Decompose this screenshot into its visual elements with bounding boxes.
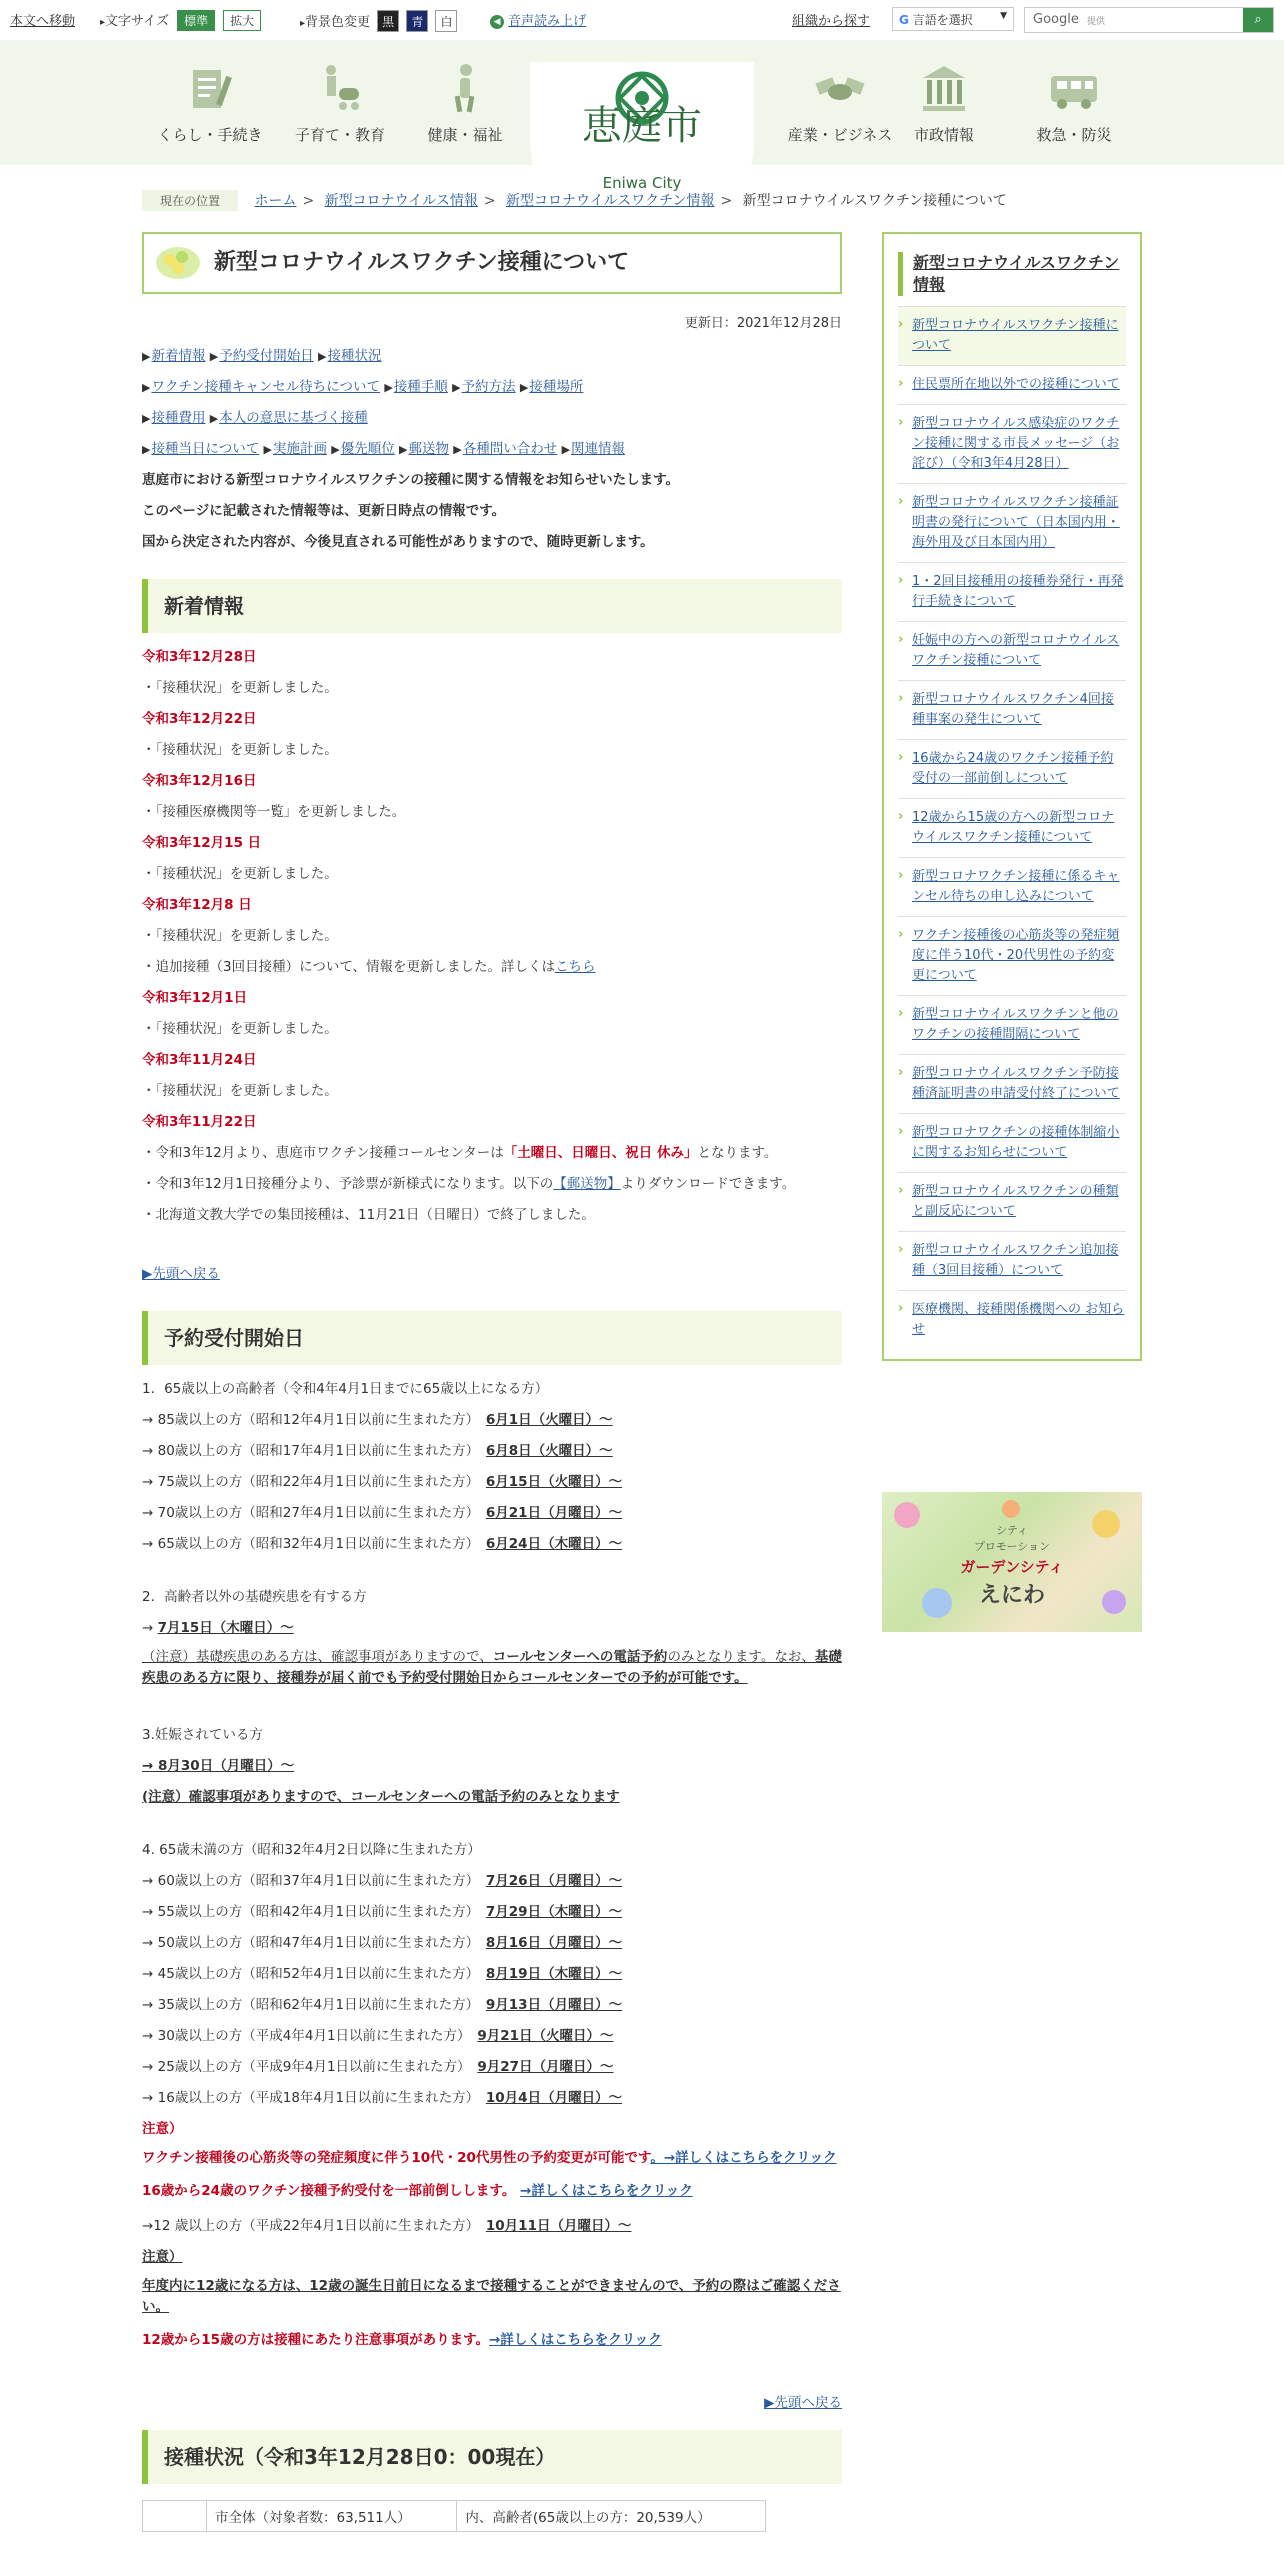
side-menu-link[interactable]: 住民票所在地以外での接種について (912, 377, 1120, 392)
reserve-row-date: 9月21日（火曜日）～ (477, 2028, 614, 2044)
reserve-row-date: 6月8日（火曜日）～ (485, 1443, 613, 1459)
news-item-text: となります。 (697, 1145, 778, 1161)
note-red (142, 2148, 842, 2169)
nav-item-emergency[interactable] (1004, 40, 1144, 165)
note-red (142, 2330, 842, 2351)
side-menu-item[interactable] (898, 483, 1126, 562)
note-red-text: ワクチン接種後の心筋炎等の発症頻度に伴う10代・20代男性の予約変更が可能です (142, 2150, 651, 2166)
note-text-bold: 基礎疾患のある方に限り、接種券が届く前でも予約受付開始日からコールセンターでの予約が可能です。 (142, 1649, 842, 1686)
reserve-row-date: 8月19日（木曜日）～ (485, 1966, 623, 1982)
banner-line-1b: プロモーション (973, 1540, 1051, 1553)
city-hall-icon (917, 62, 971, 116)
reserve-row-label: →12 歳以上の方（平成22年4月1日以前に生まれた方） (142, 2218, 473, 2234)
news-date: 令和3年12月15 日 (142, 835, 262, 851)
anchor-status[interactable]: 接種状況 (327, 348, 382, 364)
anchor-consent[interactable]: 本人の意思に基づく接種 (219, 410, 368, 426)
nav-item-childcare[interactable] (270, 40, 410, 165)
news-item: ・「接種状況」を更新しました。 (142, 1021, 338, 1037)
anchor-priority[interactable]: 優先順位 (340, 441, 395, 457)
reserve-row (142, 2086, 842, 2105)
anchor-plan[interactable]: 実施計画 (272, 441, 327, 457)
reserve-row (142, 1900, 842, 1919)
table-row (143, 2501, 766, 2532)
side-menu-item[interactable] (898, 562, 1126, 621)
org-search-link[interactable]: 組織から探す (792, 14, 871, 29)
group-label: 3.妊娠されている方 (142, 1727, 263, 1743)
google-label: Google (1033, 12, 1079, 27)
reserve-row-label: → 35歳以上の方（昭和62年4月1日以前に生まれた方） (142, 1997, 473, 2013)
utility-bar (0, 0, 1284, 40)
side-menu-link[interactable]: 新型コロナワクチン接種に係るキャンセル待ちの申し込みについて (912, 869, 1120, 904)
anchor-inquiry[interactable]: 各種問い合わせ (462, 441, 558, 457)
anchor-links-row-4: ▶接種当日について ▶実施計画 ▶優先順位 ▶郵送物 ▶各種問い合わせ ▶関連情報 (142, 441, 626, 457)
reserve-row-label: → 85歳以上の方（昭和12年4月1日以前に生まれた方） (142, 1412, 473, 1428)
reserve-row-label: → 65歳以上の方（昭和32年4月1日以前に生まれた方） (142, 1536, 473, 1552)
side-menu-link[interactable]: 新型コロナウイルスワクチンと他のワクチンの接種間隔について (912, 1007, 1119, 1042)
news-date: 令和3年12月16日 (142, 773, 257, 789)
intro-text: 国から決定された内容が、今後見直される可能性がありますので、随時更新します。 (142, 534, 654, 550)
reserve-row-label: → 75歳以上の方（昭和22年4月1日以前に生まれた方） (142, 1474, 473, 1490)
breadcrumb (142, 190, 1007, 211)
note-text (142, 1647, 842, 1689)
anchor-cancel-wait[interactable]: ワクチン接種キャンセル待ちについて (151, 379, 381, 395)
breadcrumb-covid[interactable]: 新型コロナウイルス情報 (324, 193, 478, 209)
document-pen-icon (183, 62, 237, 116)
reserve-row-date: 7月29日（木曜日）～ (485, 1904, 623, 1920)
booster-info-link[interactable]: こちら (555, 959, 596, 975)
voice-read-button[interactable] (490, 10, 586, 29)
reserve-heading: 予約受付開始日 (142, 1311, 842, 1365)
reserve-row-date: 7月26日（月曜日）～ (485, 1873, 623, 1889)
reserve-row-label: → 25歳以上の方（平成9年4月1日以前に生まれた方） (142, 2059, 464, 2075)
side-menu-link[interactable]: 16歳から24歳のワクチン接種予約受付の一部前倒しについて (912, 751, 1114, 786)
nav-item-label: 救急・防災 (1036, 126, 1112, 144)
reserve-row-label: → 30歳以上の方（平成4年4月1日以前に生まれた方） (142, 2028, 464, 2044)
news-date: 令和3年12月28日 (142, 649, 257, 665)
bg-color-control (300, 10, 457, 32)
banner-line-2: ガーデンシティ (960, 1558, 1064, 1576)
anchor-news[interactable]: 新着情報 (151, 348, 206, 364)
text-size-control (100, 10, 261, 31)
anchor-related[interactable]: 関連情報 (571, 441, 626, 457)
side-menu-link[interactable]: ワクチン接種後の心筋炎等の発症頻度に伴う10代・20代男性の予約変更について (912, 928, 1120, 983)
city-promotion-banner[interactable] (882, 1492, 1142, 1632)
note-text-part: のみとなります。なお、 (667, 1649, 815, 1665)
side-menu-link[interactable]: 新型コロナウイルスワクチン接種について (912, 318, 1119, 353)
news-item (142, 1172, 842, 1191)
reserve-row-date: 10月11日（月曜日）～ (485, 2218, 632, 2234)
reserve-row-date: → 8月30日（月曜日）～ (142, 1758, 295, 1774)
updated-date: 更新日：2021年12月28日 (684, 316, 842, 331)
news-item: ・「接種状況」を更新しました。 (142, 928, 338, 944)
breadcrumb-home[interactable]: ホーム (254, 193, 297, 209)
note-heading: 注意） (142, 2249, 183, 2265)
nav-item-life[interactable] (140, 40, 280, 165)
reserve-row (142, 2024, 842, 2043)
nav-item-label: 産業・ビジネス (787, 126, 893, 144)
news-item: ・北海道文教大学での集団接種は、11月21日（日曜日）で終了しました。 (142, 1207, 595, 1223)
news-heading: 新着情報 (142, 579, 842, 633)
anchor-cost[interactable]: 接種費用 (151, 410, 206, 426)
side-menu-item[interactable] (898, 1172, 1126, 1231)
reserve-row (142, 1869, 842, 1888)
speaker-icon: ◀ (490, 15, 504, 29)
breadcrumb-separator: > (483, 193, 496, 209)
news-item: ・「接種状況」を更新しました。 (142, 1083, 338, 1099)
note-text-bold: コールセンターへの電話予約 (492, 1649, 668, 1665)
breadcrumb-tag: 現在の位置 (142, 190, 238, 211)
reserve-row-label: → 16歳以上の方（平成18年4月1日以前に生まれた方） (142, 2090, 473, 2106)
flower-icon (1002, 1500, 1020, 1518)
reserve-row-date: 6月15日（火曜日）～ (485, 1474, 623, 1490)
news-date: 令和3年11月24日 (142, 1052, 257, 1068)
side-menu-item[interactable] (898, 365, 1126, 404)
bg-white-button[interactable]: 白 (435, 10, 457, 32)
text-size-standard-button[interactable]: 標準 (177, 10, 215, 31)
news-date: 令和3年12月8 日 (142, 897, 252, 913)
note-red-text: 12歳から15歳の方は接種にあたり注意事項があります。 (142, 2332, 489, 2348)
reserve-row (142, 1616, 842, 1635)
main-content (142, 232, 842, 2532)
side-menu-item[interactable] (898, 857, 1126, 916)
global-nav (0, 40, 1284, 192)
side-menu-link[interactable]: 12歳から15歳の方への新型コロナウイルスワクチン接種について (912, 810, 1115, 845)
closed-days-text: 「土曜日、日曜日、祝日 休み」 (503, 1145, 698, 1161)
news-item-text: ・令和3年12月1日接種分より、予診票が新様式になります。以下の (142, 1176, 554, 1192)
banner-text: シティ (995, 1524, 1029, 1537)
table-header: 市全体（対象者数：63,511人） (207, 2501, 457, 2532)
flower-icon (154, 244, 202, 282)
news-item: ・「接種医療機関等一覧」を更新しました。 (142, 804, 406, 820)
reserve-row-label: → 50歳以上の方（昭和47年4月1日以前に生まれた方） (142, 1935, 473, 1951)
reserve-row (142, 1962, 842, 1981)
side-menu-item[interactable] (898, 680, 1126, 739)
reserve-row-date: 7月15日（木曜日）～ (157, 1620, 294, 1636)
side-menu-item[interactable] (898, 1290, 1126, 1349)
anchor-links-row-3: ▶接種費用 ▶本人の意思に基づく接種 (142, 410, 368, 426)
detail-link[interactable]: →詳しくはこちらをクリック (520, 2183, 693, 2199)
page-title (142, 232, 842, 294)
reserve-row-date: 6月24日（木曜日）～ (485, 1536, 623, 1552)
reserve-row (142, 1931, 842, 1950)
logo-name: 恵庭市 (582, 103, 702, 149)
side-menu-link[interactable]: 新型コロナワクチンの接種体制縮小に関するお知らせについて (912, 1125, 1120, 1160)
note-red-text: 16歳から24歳のワクチン接種予約受付を一部前倒しします。 (142, 2183, 516, 2199)
nav-item-label: 市政情報 (913, 126, 974, 144)
side-menu-item[interactable] (898, 916, 1126, 995)
intro-text: 恵庭市における新型コロナウイルスワクチンの接種に関する情報をお知らせいたします。 (142, 472, 680, 488)
anchor-reserve-start[interactable]: 予約受付開始日 (219, 348, 314, 364)
text-size-large-button[interactable]: 拡大 (223, 10, 261, 31)
side-menu-link[interactable]: 新型コロナウイルスワクチン接種証明書の発行について（日本国内用・海外用及び日本国内用） (912, 495, 1120, 550)
news-date: 令和3年12月1日 (142, 990, 248, 1006)
side-menu-item[interactable] (898, 306, 1126, 365)
side-menu-link[interactable]: 妊娠中の方への新型コロナウイルスワクチン接種について (912, 633, 1120, 668)
reserve-row (142, 1993, 842, 2012)
arrow-icon: ▸ (100, 17, 106, 28)
banner-line-1 (882, 1522, 1142, 1538)
news-item (142, 955, 842, 974)
arrow-icon: ▸ (300, 18, 306, 29)
side-menu-item[interactable] (898, 1113, 1126, 1172)
table-header: 内、高齢者(65歳以上の方：20,539人） (457, 2501, 766, 2532)
side-menu-link[interactable]: 1・2回目接種用の接種券発行・再発行手続きについて (912, 574, 1124, 609)
nav-item-city-info[interactable] (874, 40, 1014, 165)
nav-item-label: 子育て・教育 (294, 126, 385, 144)
breadcrumb-separator: > (720, 193, 733, 209)
side-menu-link[interactable]: 新型コロナウイルス感染症のワクチン接種に関する市長メッセージ（お詫び）（令和3年4月28日） (912, 416, 1120, 471)
reserve-row (142, 2055, 842, 2074)
side-menu-item[interactable] (898, 739, 1126, 798)
news-item: ・「接種状況」を更新しました。 (142, 866, 338, 882)
reserve-row-label: → 45歳以上の方（昭和52年4月1日以前に生まれた方） (142, 1966, 473, 1982)
side-menu-item[interactable] (898, 1231, 1126, 1290)
reserve-row (142, 1470, 842, 1489)
search-icon[interactable]: ⌕ (1243, 8, 1273, 32)
reserve-row-date: 6月1日（火曜日）～ (485, 1412, 613, 1428)
person-walking-icon (438, 62, 492, 116)
side-menu-item[interactable] (898, 404, 1126, 483)
breadcrumb-separator: > (302, 193, 315, 209)
anchor-reserve-method[interactable]: 予約方法 (461, 379, 516, 395)
intro-text: このページに記載された情報等は、更新日時点の情報です。 (142, 503, 506, 519)
mail-items-link[interactable]: 【郵送物】 (553, 1176, 621, 1192)
side-menu-item[interactable] (898, 798, 1126, 857)
news-item-text: ・追加接種（3回目接種）について、情報を更新しました。詳しくは (142, 959, 556, 975)
back-to-top-link[interactable]: ▶先頭へ戻る (764, 2395, 842, 2411)
reserve-row-date: 9月27日（月曜日）～ (477, 2059, 614, 2075)
reserve-row (142, 1501, 842, 1520)
breadcrumb-vaccine[interactable]: 新型コロナウイルスワクチン情報 (506, 193, 715, 209)
note-text: 年度内に12歳になる方は、12歳の誕生日前日になるまで接種することができませんので、予約の際はご確認ください。 (142, 2278, 841, 2315)
reserve-row-date: 9月13日（月曜日）～ (485, 1997, 623, 2013)
reserve-row-date: 10月4日（月曜日）～ (485, 2090, 623, 2106)
note-heading: 注意） (142, 2121, 183, 2137)
detail-link[interactable]: 。→詳しくはこちらをクリック (650, 2150, 837, 2166)
note-text: (注意）確認事項がありますので、コールセンターへの電話予約のみとなります (142, 1789, 620, 1805)
language-select-label: 言語を選択 (912, 13, 973, 27)
reserve-row-date: 8月16日（月曜日）～ (485, 1935, 623, 1951)
anchor-procedure[interactable]: 接種手順 (393, 379, 448, 395)
chevron-down-icon: ▼ (1000, 11, 1007, 21)
news-item-text: ・令和3年12月より、恵庭市ワクチン接種コールセンターは (142, 1145, 504, 1161)
side-menu (882, 232, 1142, 1361)
bg-black-button[interactable]: 黒 (377, 10, 399, 32)
news-date: 令和3年11月22日 (142, 1114, 257, 1130)
google-g-icon: G (899, 13, 909, 27)
side-menu-link[interactable]: 新型コロナウイルスワクチンの種類と副反応について (912, 1184, 1119, 1219)
group-label: 4. 65歳未満の方（昭和32年4月2日以降に生まれた方） (142, 1842, 481, 1858)
detail-link[interactable]: →詳しくはこちらをクリック (489, 2332, 662, 2348)
group-label: 1．65歳以上の高齢者（令和4年4月1日までに65歳以上になる方） (142, 1381, 549, 1397)
note-red (142, 2181, 842, 2202)
breadcrumb-current: 新型コロナウイルスワクチン接種について (742, 193, 1007, 209)
anchor-mail[interactable]: 郵送物 (408, 441, 449, 457)
page-title-text: 新型コロナウイルスワクチン接種について (214, 250, 630, 275)
nav-item-label: 健康・福祉 (427, 126, 503, 144)
language-select[interactable] (892, 7, 1014, 31)
reserve-row (142, 1532, 842, 1551)
side-menu-link[interactable]: 新型コロナウイルスワクチン4回接種事案の発生について (912, 692, 1114, 727)
news-item: ・「接種状況」を更新しました。 (142, 742, 338, 758)
reserve-row-label: → 70歳以上の方（昭和27年4月1日以前に生まれた方） (142, 1505, 473, 1521)
nav-item-label: くらし・手続き (157, 126, 263, 144)
side-menu-heading[interactable]: 新型コロナウイルスワクチン情報 (898, 252, 1126, 296)
table-cell (143, 2501, 207, 2532)
anchor-location[interactable]: 接種場所 (529, 379, 584, 395)
reserve-row-label: → 80歳以上の方（昭和17年4月1日以前に生まれた方） (142, 1443, 473, 1459)
note-text-part: （注意）基礎疾患のある方は、確認事項がありますので、 (142, 1649, 493, 1665)
google-sub-label: 提供 (1087, 17, 1106, 27)
ambulance-icon (1047, 62, 1101, 116)
anchor-links-row-1: ▶新着情報 ▶予約受付開始日 ▶接種状況 (142, 348, 382, 364)
news-item: ・「接種状況」を更新しました。 (142, 680, 338, 696)
side-menu-item[interactable] (898, 621, 1126, 680)
back-to-top-link[interactable]: ▶先頭へ戻る (142, 1266, 220, 1282)
side-menu-item[interactable] (898, 995, 1126, 1054)
reserve-row-arrow: → (142, 1620, 158, 1636)
reserve-row-label: → 55歳以上の方（昭和42年4月1日以前に生まれた方） (142, 1904, 473, 1920)
voice-read-label: 音声読み上げ (508, 14, 587, 29)
side-menu-item[interactable] (898, 1054, 1126, 1113)
banner-line-3: えにわ (978, 1582, 1045, 1608)
handshake-icon (813, 62, 867, 116)
anchor-links-row-2: ▶ワクチン接種キャンセル待ちについて ▶接種手順 ▶予約方法 ▶接種場所 (142, 379, 584, 395)
reserve-row (142, 1439, 842, 1458)
reserve-row (142, 1408, 842, 1427)
reserve-row (142, 2214, 842, 2233)
nav-item-health[interactable] (395, 40, 535, 165)
site-search-box[interactable] (1024, 7, 1274, 33)
stroller-icon (313, 62, 367, 116)
reserve-row-date: 6月21日（月曜日）～ (485, 1505, 623, 1521)
text-size-label: 文字サイズ (105, 14, 169, 29)
reserve-row-label: → 60歳以上の方（昭和37年4月1日以前に生まれた方） (142, 1873, 473, 1889)
side-menu-link[interactable]: 新型コロナウイルスワクチン予防接種済証明書の申請受付終了について (912, 1066, 1120, 1101)
bg-blue-button[interactable]: 青 (406, 10, 428, 32)
logo-en: Eniwa City (602, 174, 682, 192)
status-heading: 接種状況（令和3年12月28日0：00現在） (142, 2430, 842, 2484)
anchor-day[interactable]: 接種当日について (151, 441, 260, 457)
bg-color-label: 背景色変更 (305, 15, 371, 30)
group-label: 2．高齢者以外の基礎疾患を有する方 (142, 1589, 367, 1605)
side-menu-link[interactable]: 医療機関、接種関係機関への お知らせ (912, 1302, 1125, 1337)
news-item (142, 1141, 842, 1160)
news-item-text: よりダウンロードできます。 (620, 1176, 796, 1192)
skip-link[interactable]: 本文へ移動 (10, 14, 76, 29)
side-menu-link[interactable]: 新型コロナウイルスワクチン追加接種（3回目接種）について (912, 1243, 1119, 1278)
news-date: 令和3年12月22日 (142, 711, 257, 727)
status-table (142, 2500, 766, 2532)
side-menu-list (884, 306, 1140, 1359)
